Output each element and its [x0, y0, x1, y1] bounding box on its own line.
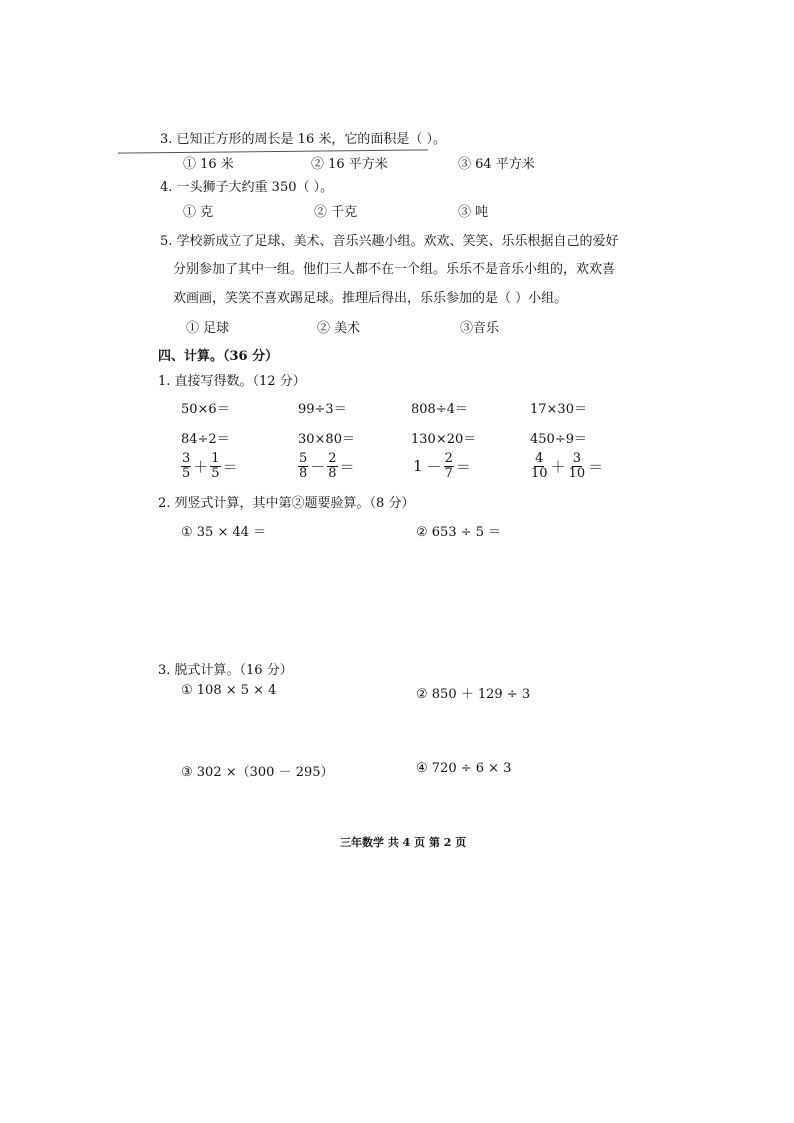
- mental-calc-1: 50×6＝: [181, 402, 230, 417]
- question-5-option-3: ③音乐: [460, 321, 500, 336]
- fraction: $\frac{4}{10}$: [531, 451, 548, 481]
- vertical-calc-2: ② 653 ÷ 5 ＝: [416, 525, 502, 540]
- question-5-option-2: ② 美术: [317, 321, 361, 336]
- fraction: $\frac{3}{10}$: [568, 451, 586, 481]
- part-2-title: 2. 列竖式计算，其中第②题要验算。（8 分）: [158, 496, 415, 511]
- part-3-title: 3. 脱式计算。（16 分）: [158, 663, 293, 678]
- fraction: $\frac{5}{8}$: [299, 451, 308, 481]
- question-4-option-3: ③ 吨: [458, 205, 489, 220]
- question-5-line-1: 5. 学校新成立了足球、美术、音乐兴趣小组。欢欢、笑笑、乐乐根据自己的爱好: [160, 234, 619, 249]
- question-5-line-3: 欢画画，笑笑不喜欢踢足球。推理后得出，乐乐参加的是（ ）小组。: [173, 291, 568, 306]
- question-4-option-2: ② 千克: [314, 205, 358, 220]
- question-3-option-2: ② 16 平方米: [311, 157, 388, 172]
- question-4-option-1: ① 克: [183, 205, 214, 220]
- question-4-stem: 4. 一头狮子大约重 350（ ）。: [160, 180, 334, 195]
- fraction: $\frac{3}{5}$: [182, 451, 191, 481]
- step-calc-4: ④ 720 ÷ 6 × 3: [416, 761, 512, 776]
- question-5-option-1: ① 足球: [186, 321, 230, 336]
- fraction-calc-2: $\frac{5}{8}$ － $\frac{2}{8}$ ＝: [299, 451, 355, 481]
- step-calc-1: ① 108 × 5 × 4: [181, 683, 277, 698]
- question-3-stem: 3. 已知正方形的周长是 16 米，它的面积是（ ）。: [160, 132, 446, 147]
- question-3-option-3: ③ 64 平方米: [458, 157, 535, 172]
- mental-calc-4: 17×30＝: [530, 402, 587, 417]
- step-calc-3: ③ 302 ×（300 － 295）: [181, 765, 334, 780]
- question-3-option-1: ① 16 米: [183, 157, 234, 172]
- fraction-calc-3: 1 － $\frac{2}{7}$ ＝: [413, 451, 471, 481]
- part-1-title: 1. 直接写得数。（12 分）: [158, 374, 306, 389]
- step-calc-2: ② 850 ＋ 129 ÷ 3: [416, 687, 531, 702]
- mental-calc-5: 84÷2＝: [181, 432, 230, 447]
- fraction: $\frac{1}{5}$: [211, 451, 220, 481]
- mental-calc-7: 130×20＝: [411, 432, 477, 447]
- vertical-calc-1: ① 35 × 44 ＝: [181, 525, 267, 540]
- page-footer: 三年数学 共 4 页 第 2 页: [340, 836, 467, 849]
- question-5-line-2: 分别参加了其中一组。他们三人都不在一个组。乐乐不是音乐小组的，欢欢喜: [173, 262, 616, 277]
- fraction: $\frac{2}{7}$: [444, 451, 453, 481]
- mental-calc-8: 450÷9＝: [530, 432, 587, 447]
- fraction-calc-4: $\frac{4}{10}$ ＋ $\frac{3}{10}$ ＝: [531, 451, 604, 481]
- mental-calc-6: 30×80＝: [298, 432, 355, 447]
- section-4-title: 四、计算。（36 分）: [158, 349, 279, 364]
- mental-calc-2: 99÷3＝: [298, 402, 347, 417]
- mental-calc-3: 808÷4＝: [411, 402, 468, 417]
- fraction-calc-1: $\frac{3}{5}$ ＋ $\frac{1}{5}$ ＝: [182, 451, 238, 481]
- fraction: $\frac{2}{8}$: [328, 451, 337, 481]
